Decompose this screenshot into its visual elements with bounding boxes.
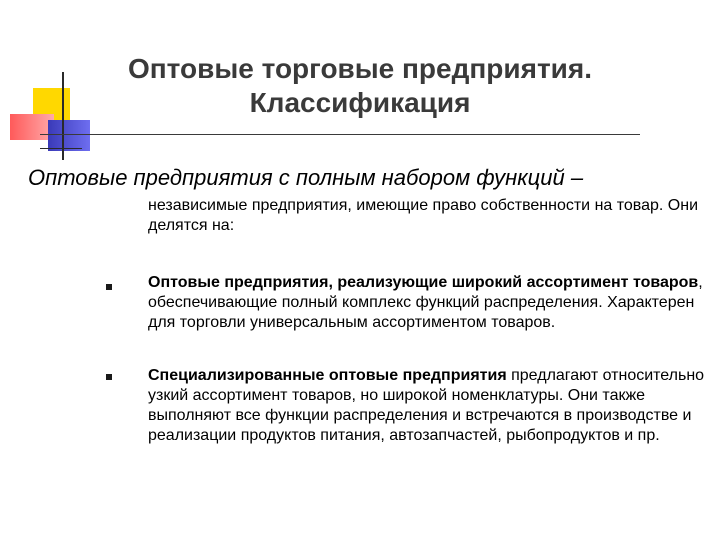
list-item-bold: Оптовые предприятия, реализующие широкий ассортимент товаров xyxy=(148,274,699,291)
list-item-bold: Специализированные оптовые предприятия xyxy=(148,367,507,384)
list-item xyxy=(148,273,708,333)
decor-vertical-line xyxy=(62,72,64,160)
lead-heading: Оптовые предприятия с полным набором функций – xyxy=(28,165,584,190)
list-item-text: , обеспечивающие полный комплекс функций распределения. Характерен для торговли универсальным ассортиментом товаров. xyxy=(148,274,703,331)
slide-title xyxy=(100,52,620,120)
decor-blue-square xyxy=(48,120,90,151)
list-item xyxy=(148,366,708,446)
slide-title-line1: Оптовые торговые предприятия. xyxy=(127,53,592,84)
bullet-square-icon xyxy=(106,284,112,290)
title-divider-line xyxy=(40,134,640,135)
decor-short-line xyxy=(40,148,82,149)
bullet-square-icon xyxy=(106,374,112,380)
list-item-text: предлагают относительно узкий ассортимент товаров, но широкой номенклатуры. Они также выполняют все функции распределения и встречаются в производстве и реализации продуктов питания, автозапчастей, рыбопродуктов и пр. xyxy=(148,367,705,444)
slide-title-line2: Классификация xyxy=(249,87,471,118)
lead-body: независимые предприятия, имеющие право собственности на товар. Они делятся на: xyxy=(148,197,699,234)
